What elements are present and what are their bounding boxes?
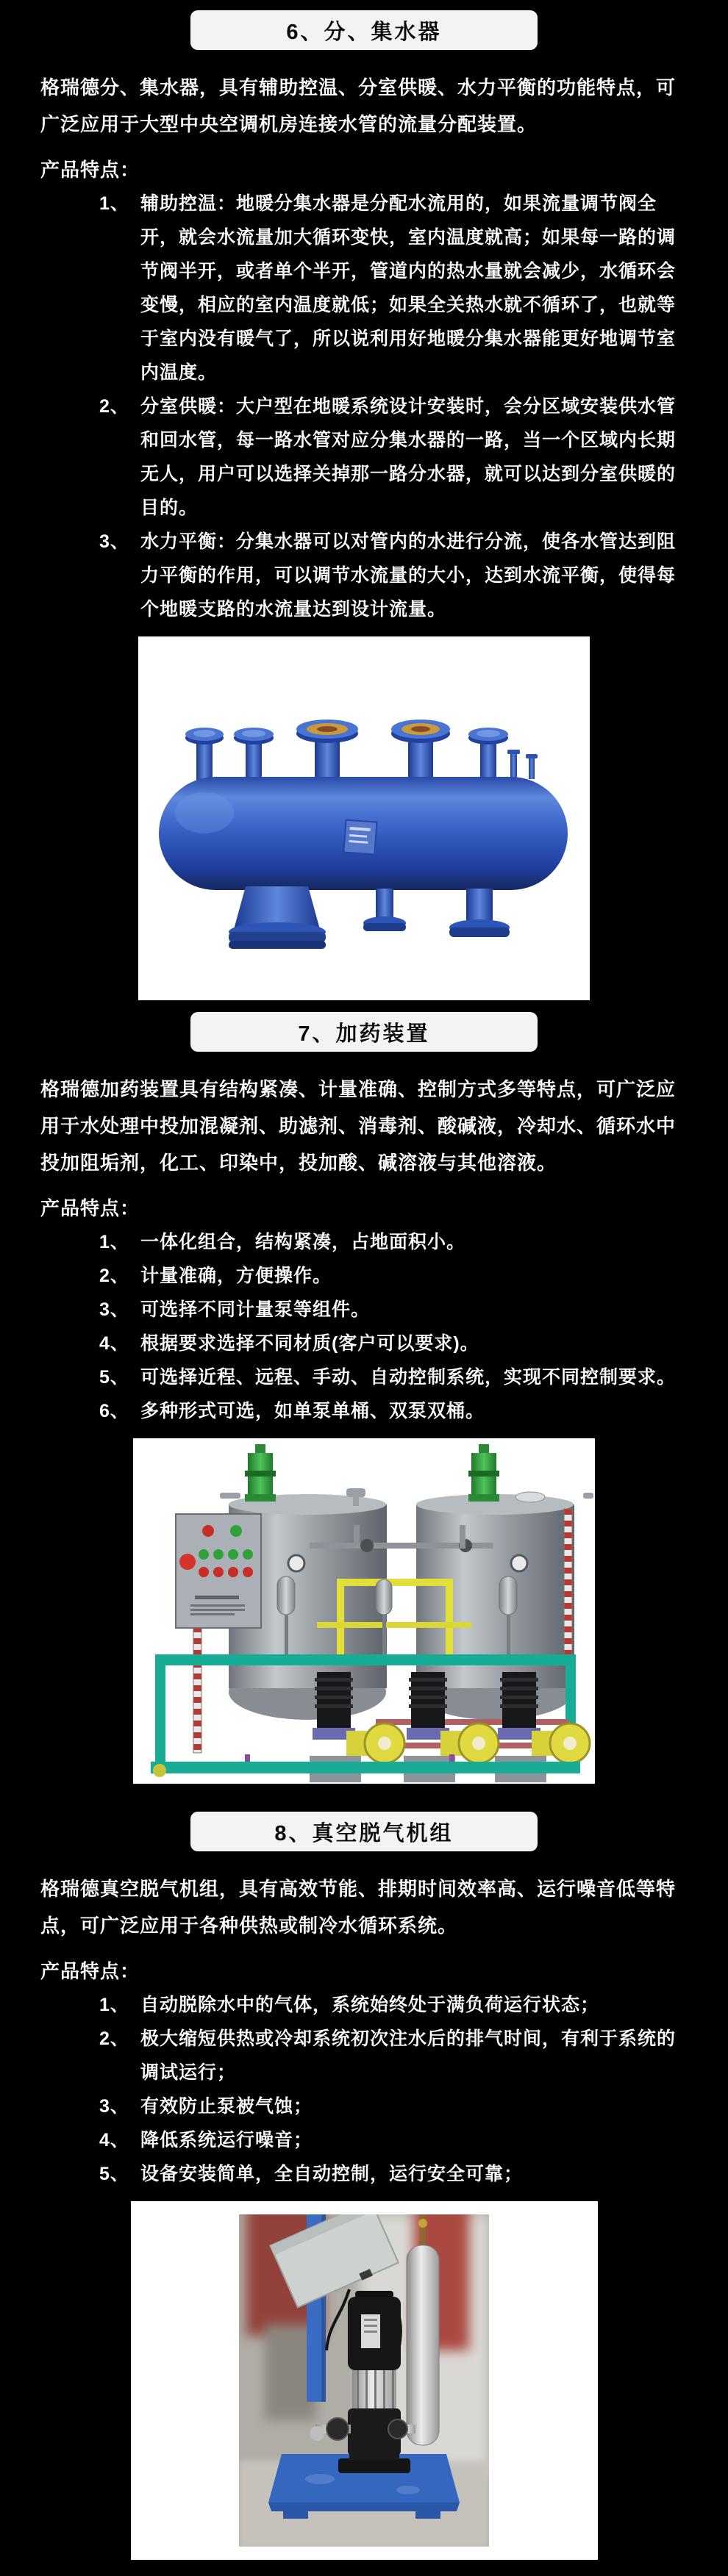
feature-text: 分室供暖：大户型在地暖系统设计安装时，会分区域安装供水管和回水管，每一路水管对应分集水器的一路，当一个区域内长期无人，用户可以选择关掉那一路分水器，就可以达到分室供暖的目的。 <box>140 396 677 518</box>
feature-text: 设备安装简单，全自动控制，运行安全可靠； <box>140 2164 524 2184</box>
section-title-box <box>190 10 538 50</box>
feature-text: 极大缩短供热或冷却系统初次注水后的排气时间，有利于系统的调试运行； <box>140 2028 677 2083</box>
feature-text: 计量准确，方便操作。 <box>140 1266 332 1286</box>
feature-item <box>99 1259 691 1293</box>
feature-number: 5、 <box>99 2164 129 2184</box>
feature-number: 3、 <box>99 531 129 552</box>
bottom-spacer <box>0 2560 728 2576</box>
feature-item <box>99 1360 691 1394</box>
feature-number: 2、 <box>99 2028 129 2049</box>
feature-text: 自动脱除水中的气体，系统始终处于满负荷运行状态； <box>140 1995 600 2015</box>
degassing-product-image <box>131 2201 598 2560</box>
feature-text: 水力平衡：分集水器可以对管内的水进行分流，使各水管达到阻力平衡的作用，可以调节水流量的大小，达到水流平衡，使得每个地暖支路的水流量达到设计流量。 <box>140 531 677 620</box>
section-title: 8、真空脱气机组 <box>274 1821 454 1845</box>
section-dosing <box>0 1012 728 1784</box>
feature-number: 2、 <box>99 1266 129 1286</box>
feature-item <box>99 2157 691 2191</box>
feature-item <box>99 1293 691 1327</box>
feature-text: 降低系统运行噪音； <box>140 2130 313 2150</box>
feature-number: 3、 <box>99 1299 129 1320</box>
section-degassing <box>0 1812 728 2560</box>
feature-number: 1、 <box>99 193 129 214</box>
features-list <box>99 1988 691 2191</box>
dosing-system-illustration <box>133 1438 595 1784</box>
feature-number: 4、 <box>99 1333 129 1354</box>
feature-item <box>99 525 691 626</box>
features-heading: 产品特点： <box>40 159 140 181</box>
feature-text: 一体化组合，结构紧凑，占地面积小。 <box>140 1232 466 1252</box>
feature-number: 5、 <box>99 1367 129 1388</box>
section-title: 6、分、集水器 <box>286 20 442 44</box>
feature-item <box>99 2089 691 2123</box>
dosing-product-image <box>133 1438 595 1784</box>
vacuum-degassing-photo <box>239 2214 489 2547</box>
feature-number: 1、 <box>99 1995 129 2015</box>
feature-text: 可选择不同计量泵等组件。 <box>140 1299 371 1320</box>
feature-item <box>99 1988 691 2022</box>
feature-item <box>99 1225 691 1259</box>
features-heading: 产品特点： <box>40 1960 140 1982</box>
manifold-product-image <box>138 636 590 1000</box>
feature-text: 辅助控温：地暖分集水器是分配水流用的，如果流量调节阀全开，就会水流量加大循环变快，室内温度就高；如果每一路的调节阀半开，或者单个半开，管道内的热水量就会减少，水循环会变慢，相应的室内温度就低；如果全关热水就不循环了，也就等于室内没有暖气了，所以说利用好地暖分集水器能更好地调节室内温度。 <box>140 193 677 383</box>
section-intro: 格瑞德分、集水器，具有辅助控温、分室供暖、水力平衡的功能特点，可广泛应用于大型中央空调机房连接水管的流量分配装置。 <box>40 76 677 135</box>
feature-item <box>99 187 691 390</box>
feature-text: 可选择近程、远程、手动、自动控制系统，实现不同控制要求。 <box>140 1367 677 1388</box>
feature-number: 4、 <box>99 2130 129 2150</box>
feature-number: 1、 <box>99 1232 129 1252</box>
section-title-box <box>190 1812 538 1851</box>
features-list <box>99 1225 691 1428</box>
features-list <box>99 187 691 626</box>
blue-manifold-illustration <box>138 636 590 1000</box>
feature-number: 3、 <box>99 2096 129 2117</box>
section-manifold <box>0 10 728 1000</box>
section-title-box <box>190 1012 538 1052</box>
feature-text: 根据要求选择不同材质(客户可以要求)。 <box>140 1333 479 1354</box>
feature-number: 2、 <box>99 396 129 417</box>
feature-item <box>99 2022 691 2089</box>
section-intro: 格瑞德真空脱气机组，具有高效节能、排期时间效率高、运行噪音低等特点，可广泛应用于各种供热或制冷水循环系统。 <box>40 1878 677 1937</box>
feature-item <box>99 2123 691 2157</box>
feature-item <box>99 1327 691 1360</box>
feature-number: 6、 <box>99 1401 129 1421</box>
feature-item <box>99 1394 691 1428</box>
features-heading: 产品特点： <box>40 1197 140 1219</box>
section-title: 7、加药装置 <box>298 1022 430 1046</box>
section-intro: 格瑞德加药装置具有结构紧凑、计量准确、控制方式多等特点，可广泛应用于水处理中投加混凝剂、助滤剂、消毒剂、酸碱液，冷却水、循环水中投加阻垢剂，化工、印染中，投加酸、碱溶液与其他溶液。 <box>40 1078 677 1174</box>
feature-item <box>99 390 691 525</box>
feature-text: 多种形式可选，如单泵单桶、双泵双桶。 <box>140 1401 485 1421</box>
feature-text: 有效防止泵被气蚀； <box>140 2096 313 2117</box>
